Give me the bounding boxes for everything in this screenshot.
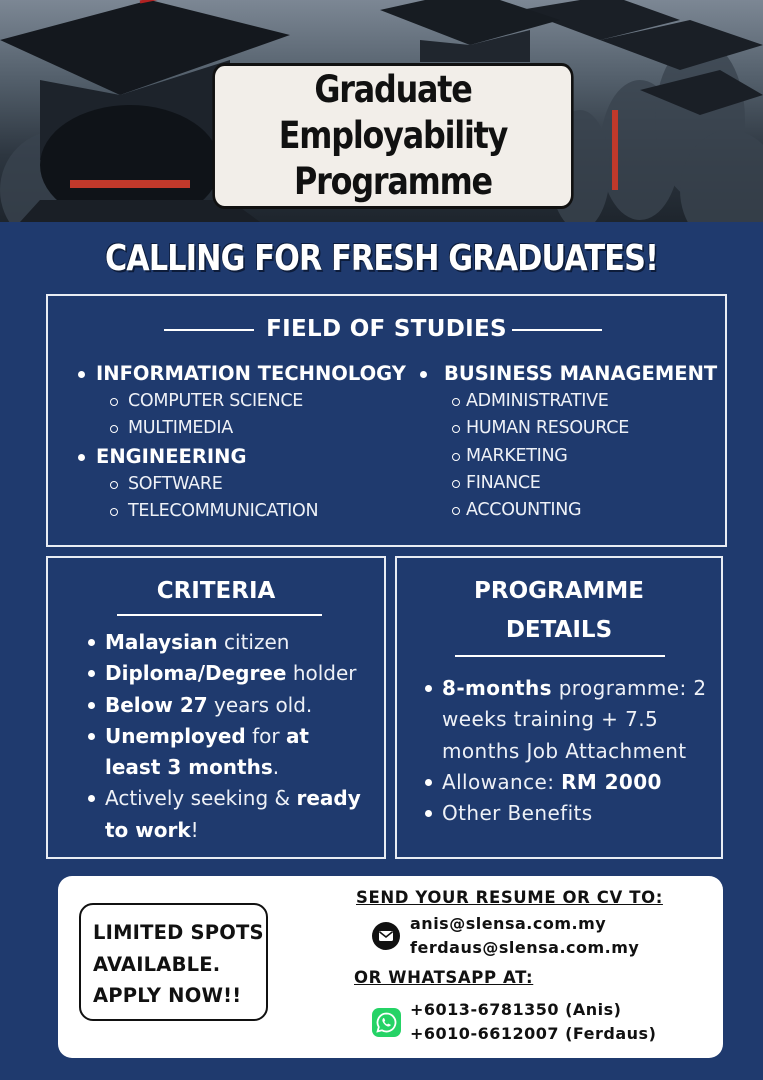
criteria-list xyxy=(87,627,377,846)
email-link[interactable]: anis@slensa.com.my xyxy=(410,914,607,933)
field-heading: INFORMATION TECHNOLOGY xyxy=(76,360,406,388)
limited-line-1: LIMITED SPOTS xyxy=(93,921,264,944)
contact-card xyxy=(58,876,723,1058)
programme-title-line-1: PROGRAMME xyxy=(474,578,644,604)
field-item: MARKETING xyxy=(418,443,717,470)
divider-line xyxy=(117,614,322,616)
field-item: ACCOUNTING xyxy=(418,497,717,524)
title-line-1: Graduate Employability xyxy=(278,68,508,157)
programme-list xyxy=(424,673,714,829)
email-link[interactable]: ferdaus@slensa.com.my xyxy=(410,938,640,957)
programme-details-panel xyxy=(395,556,723,859)
field-item: MULTIMEDIA xyxy=(76,415,406,442)
criteria-title: CRITERIA xyxy=(156,578,276,604)
whatsapp-number[interactable]: +6013-6781350 (Anis) xyxy=(410,1000,622,1019)
divider-line xyxy=(512,329,602,331)
criteria-panel xyxy=(46,556,386,859)
field-item: HUMAN RESOURCE xyxy=(418,415,717,442)
limited-line-2: AVAILABLE. xyxy=(93,952,221,976)
programme-item: Other Benefits xyxy=(424,798,714,829)
field-item: ADMINISTRATIVE xyxy=(418,388,717,415)
field-item: FINANCE xyxy=(418,470,717,497)
send-resume-heading: SEND YOUR RESUME OR CV TO: xyxy=(356,888,663,907)
headline: CALLING FOR FRESH GRADUATES! xyxy=(104,238,659,279)
field-item: TELECOMMUNICATION xyxy=(76,498,406,525)
limited-line-3: APPLY NOW!! xyxy=(93,984,242,1007)
field-of-studies-title: FIELD OF STUDIES xyxy=(266,316,507,342)
criteria-item: Malaysian citizen xyxy=(87,627,377,658)
criteria-item: Unemployed for at least 3 months. xyxy=(87,721,337,784)
field-heading: BUSINESS MANAGEMENT xyxy=(418,360,717,388)
programme-title-box xyxy=(212,63,573,209)
programme-item: 8-months programme: 2 weeks training + 7.5 months Job Attachment xyxy=(424,673,714,767)
criteria-item: Actively seeking & ready to work! xyxy=(87,783,377,846)
field-item: SOFTWARE xyxy=(76,471,406,498)
criteria-item: Diploma/Degree holder xyxy=(87,658,377,689)
field-of-studies-panel xyxy=(46,294,727,547)
programme-title-line-2: DETAILS xyxy=(505,617,613,643)
field-column-right xyxy=(418,360,717,524)
email-icon[interactable] xyxy=(372,922,400,950)
criteria-item: Below 27 years old. xyxy=(87,690,377,721)
divider-line xyxy=(455,655,665,657)
limited-spots-box xyxy=(79,903,268,1021)
hero-photo xyxy=(0,0,763,222)
field-heading: ENGINEERING xyxy=(76,443,406,471)
whatsapp-icon[interactable] xyxy=(372,1008,401,1037)
title-line-2: Programme xyxy=(294,160,492,203)
field-column-left xyxy=(76,360,406,525)
whatsapp-number[interactable]: +6010-6612007 (Ferdaus) xyxy=(410,1024,657,1043)
programme-item: Allowance: RM 2000 xyxy=(424,767,714,798)
whatsapp-heading: OR WHATSAPP AT: xyxy=(354,968,534,987)
field-item: COMPUTER SCIENCE xyxy=(76,388,406,415)
